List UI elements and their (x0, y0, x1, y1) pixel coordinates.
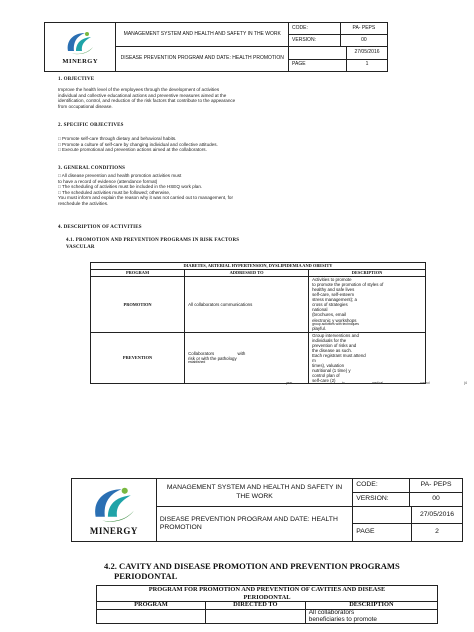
addressed-line: risk or with the pathology (188, 355, 237, 361)
objective-line: identification, control, and reduction of the risk factors that contribute to the appearance (58, 98, 236, 104)
addressed-cell (185, 332, 309, 384)
description-line: electronic y workshops (312, 317, 357, 323)
list-item: □ The scheduled activities must be followed; otherwise, (58, 189, 171, 195)
code-value: PA- PEPS (410, 479, 463, 493)
logo-cell (72, 479, 157, 542)
overflow-word: medical (372, 381, 383, 385)
description-line: (brochures, email (312, 312, 346, 318)
table-title (97, 586, 438, 602)
table-row (91, 332, 426, 384)
system-title: MANAGEMENT SYSTEM AND HEALTH AND SAFETY IN THE WORK (116, 23, 289, 47)
description-cell (305, 610, 437, 624)
list-item: to have a record of evidence (attendance format) (58, 178, 158, 184)
overflow-word: year (286, 381, 293, 385)
description-line: nutritional (1 time) y (312, 367, 351, 373)
date-page-cell (353, 507, 463, 542)
description-cell (309, 277, 426, 333)
specific-objectives-title: 2. SPECIFIC OBJECTIVES (58, 123, 124, 128)
description-line: stress management); a (312, 297, 357, 303)
description-line: beneficiaries to promote (308, 615, 377, 623)
page-label: PAGE (292, 61, 306, 68)
column-header: ADDRESSED TO (185, 270, 309, 277)
program-cell: PREVENTION (91, 332, 185, 384)
list-item: □ The scheduling of activities must be included in the HSEQ work plan. (58, 184, 203, 190)
table-title-line: PERIODONTAL (243, 593, 291, 601)
code-value: PA- PEPS (340, 23, 387, 35)
program-cell (97, 610, 206, 624)
subsection-42-title (104, 561, 400, 581)
overflow-word: control (420, 381, 430, 385)
addressed-line: established (188, 359, 206, 364)
list-item: □ Promote a culture of self-care by changing individual and collective attitudes. (58, 141, 218, 147)
system-title: MANAGEMENT SYSTEM AND HEALTH AND SAFETY IN THE WORK (156, 479, 352, 507)
subsection-42-line: PERIODONTAL (114, 571, 178, 581)
description-line: prevention of risks and (312, 342, 357, 348)
description-line: to promote the promotion of styles of (312, 282, 384, 288)
minergy-logo-icon (63, 29, 97, 55)
column-header: DIRECTED TO (205, 602, 305, 610)
description-line: m (312, 357, 316, 363)
addressed-line: with (237, 350, 246, 356)
date-value: 27/05/2016 (412, 507, 463, 523)
list-item: □ Promote self-care through dietary and behavioral habits. (58, 136, 177, 141)
description-line: All collaborators (308, 609, 355, 616)
table-row (97, 610, 438, 624)
table-title: DIABETES, ARTERIAL HYPERTENSION, DYSLIPIDEMIA AND OBESITY (91, 263, 426, 270)
logo-text: MINERGY (62, 57, 99, 65)
general-conditions-title: 3. GENERAL CONDITIONS (58, 166, 126, 171)
version-value: 00 (410, 493, 463, 507)
description-line: playful. (312, 326, 326, 332)
date-page-cell (289, 47, 388, 72)
cavities-program-table (96, 585, 438, 624)
description-line: healthy and safe lives (312, 287, 355, 293)
column-header: DESCRIPTION (305, 602, 437, 610)
description-line: individuals for the (312, 337, 347, 343)
column-header: PROGRAM (97, 602, 206, 610)
specific-objectives-list (58, 136, 218, 153)
directed-cell (205, 610, 305, 624)
document-header-page-1 (44, 22, 388, 72)
logo-cell (45, 23, 116, 72)
list-item: reschedule the activities. (58, 200, 109, 206)
vascular-program-table (90, 262, 426, 384)
objective-line: from occupational disease. (58, 103, 113, 109)
description-line: Activities to promote (312, 277, 352, 282)
addressed-cell: All collaborators communications (185, 277, 309, 333)
description-line: control plan of (312, 373, 340, 379)
description-line: cross of strategies (312, 302, 348, 308)
column-header: DESCRIPTION (309, 270, 426, 277)
list-item: You must inform and explain the reason why it was not carried out to management, for (58, 195, 233, 201)
overflow-word: (4 (464, 381, 467, 385)
objective-title: 1. OBJECTIVE (58, 77, 95, 82)
code-label: CODE: (289, 23, 341, 35)
table-title-line: PROGRAM FOR PROMOTION AND PREVENTION OF CAVITIES AND DISEASE (148, 586, 386, 594)
list-item: □ All disease prevention and health promotion activities must (58, 173, 182, 178)
general-conditions-list (58, 173, 233, 207)
date-page-inner (289, 47, 387, 71)
description-cell (309, 332, 426, 384)
objective-line: Improve the health level of the employees through the development of activities (58, 87, 220, 92)
version-label: VERSION: (353, 493, 410, 507)
objective-line: individual and collective educational actions and preventive measures aimed at the (58, 92, 227, 98)
description-line: Each registrant must attend (312, 352, 366, 358)
description-line: self-care (2) (312, 378, 336, 384)
logo-text: MINERGY (89, 526, 138, 537)
program-cell: PROMOTION (91, 277, 185, 333)
addressed-line: Collaborators (188, 350, 215, 356)
description-line: times), valuation (312, 362, 345, 368)
program-line: DISEASE PREVENTION PROGRAM AND DATE: HEALTH PROMOTION (156, 507, 352, 542)
objective-paragraph (58, 87, 235, 109)
subsection-41-line: VASCULAR (66, 245, 95, 250)
description-line: self-care, self-esteem (312, 292, 355, 298)
subsection-41-line: 4.1. PROMOTION AND PREVENTION PROGRAMS IN RISK FACTORS (66, 238, 240, 243)
page-label: PAGE (356, 528, 375, 536)
description-line: Group interventions and (312, 332, 359, 338)
description-title: 4. DESCRIPTION OF ACTIVITIES (58, 225, 142, 230)
page-number: 2 (412, 523, 463, 541)
date-page-inner (353, 507, 462, 541)
table-row (91, 277, 426, 333)
date-value: 27/05/2016 (347, 47, 388, 59)
document-header-page-2 (71, 478, 463, 542)
column-header: PROGRAM (91, 270, 185, 277)
version-label: VERSION: (289, 35, 341, 47)
program-line: DISEASE PREVENTION PROGRAM AND DATE: HEALTH PROMOTION (116, 47, 289, 72)
list-item: □ Execute promotional and prevention actions aimed at the collaborators. (58, 147, 207, 153)
minergy-logo-icon (88, 483, 140, 523)
page-number: 1 (347, 59, 388, 71)
subsection-42-line: 4.2. CAVITY AND DISEASE PROMOTION AND PREVENTION PROGRAMS (104, 561, 400, 571)
description-line: the disease as such. (312, 347, 353, 353)
overflow-word: to (342, 381, 345, 385)
description-line: group activities with techniques (312, 321, 359, 326)
version-value: 00 (340, 35, 387, 47)
description-line: national (312, 307, 328, 313)
subsection-41-title (66, 237, 239, 251)
code-label: CODE: (353, 479, 410, 493)
